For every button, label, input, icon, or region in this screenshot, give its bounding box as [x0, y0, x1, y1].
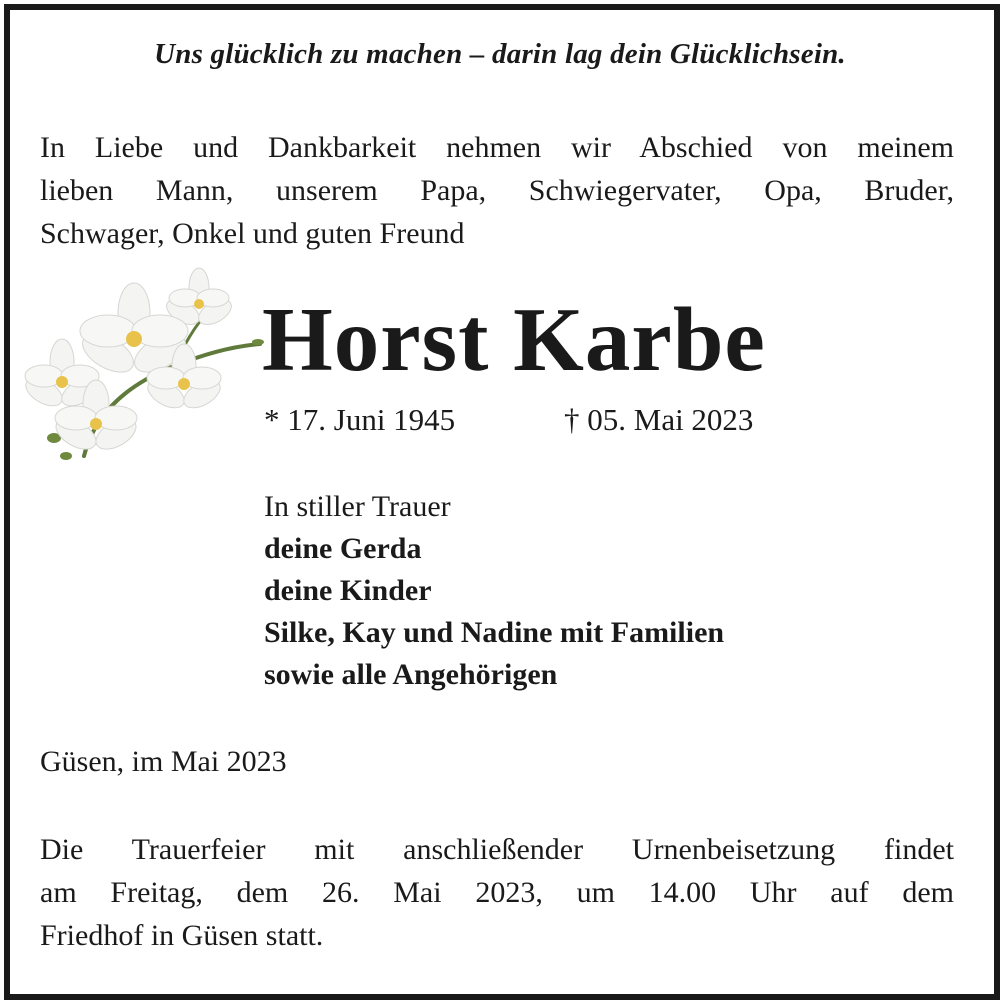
mourner-name: sowie alle Angehörigen [264, 658, 558, 691]
deceased-name: Horst Karbe [262, 289, 766, 390]
service-info [40, 828, 954, 957]
mourner-name: deine Gerda [264, 532, 422, 565]
intro-line: In Liebe und Dankbarkeit nehmen wir Abschied von meinem [40, 131, 954, 164]
service-line: am Freitag, dem 26. Mai 2023, um 14.00 Uhr auf dem [40, 876, 954, 909]
death-date: † 05. Mai 2023 [564, 402, 754, 437]
intro-line: Schwager, Onkel und guten Freund [40, 217, 465, 250]
motto: Uns glücklich zu machen – darin lag dein Glücklichsein. [154, 38, 846, 70]
life-dates [264, 400, 754, 440]
orchid-icon [24, 266, 264, 476]
mourners-block [264, 486, 724, 696]
mourners-lead: In stiller Trauer [264, 490, 451, 523]
service-line: Die Trauerfeier mit anschließender Urnenbeisetzung findet [40, 833, 954, 866]
place-date: Güsen, im Mai 2023 [40, 745, 287, 778]
intro-text [40, 126, 954, 255]
intro-line: lieben Mann, unserem Papa, Schwiegervater, Opa, Bruder, [40, 174, 954, 207]
birth-date: * 17. Juni 1945 [264, 402, 456, 437]
service-line: Friedhof in Güsen statt. [40, 919, 324, 952]
mourner-name: Silke, Kay und Nadine mit Familien [264, 616, 725, 649]
mourner-name: deine Kinder [264, 574, 432, 607]
